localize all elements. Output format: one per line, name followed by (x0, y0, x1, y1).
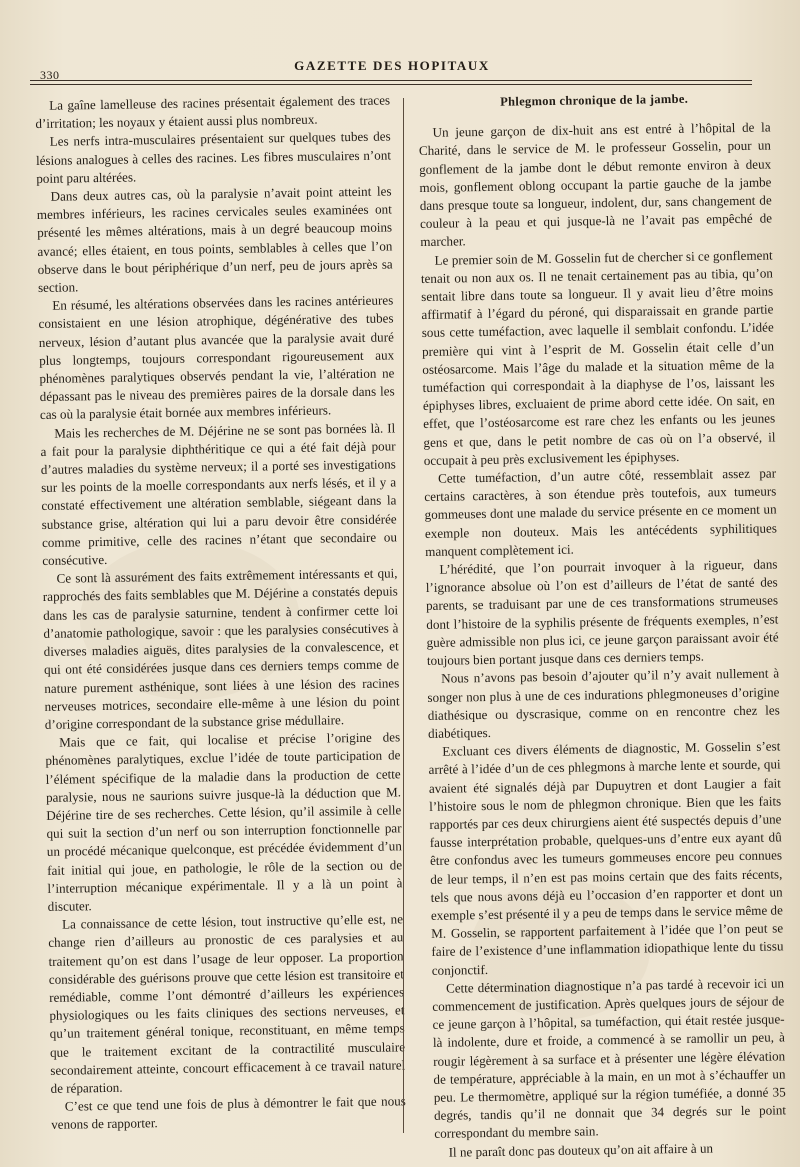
paragraph: Ce sont là assurément des faits extrêmement intéressants et qui, rapprochés des faits semblables que M. Déjérine a constatés depuis dans les cas de paralysie saturnine, tendent à confirmer cette loi d’anatomie pathologique, savoir : que les paralysies consécutives à diverses maladies aiguës, dites paralysies de la convalescence, et qui ont été considérées jusque dans ces derniers temps comme de nature purement asthénique, sont liées à une lésion des racines nerveuses motrices, secondaire elle-même à une lésion du point d’origine correspondant de la substance grise médullaire. (42, 565, 400, 732)
paragraph: Excluant ces divers éléments de diagnostic, M. Gosselin s’est arrêté à l’idée d’un de ces phlegmons à marche lente et sourde, qui avaient été signalés déjà par Dupuytren et dont Laugier a fait l’histoire sous le nom de phlegmon chronique. Bien que les faits rapportés par ces deux chirurgiens aient été suspectés depuis d’une fausse interprétation probable, quelques-uns d’entre eux ayant dû être confondus avec les tumeurs gommeuses encore peu connues de leur temps, il n’en est pas moins certain que des faits récents, tels que nous avons déjà eu l’occasion d’en rapporter et dont un exemple s’est présenté il y a peu de temps dans le service même de M. Gosselin, se rapportent parfaitement à l’idée que l’on peut se faire de l’existence d’une inflammation idiopathique lente du tissu conjonctif. (428, 738, 784, 978)
paragraph: En résumé, les altérations observées dans les racines antérieures consistaient en une lésion atrophique, dégénérative des tubes nerveux, lésion d’autant plus avancée que la paralysie avait duré plus longtemps, toujours correspondant rigoureusement aux phénomènes paralytiques observés pendant la vie, l’altération ne dépassant pas le niveau des premières paires de la dorsale dans les cas où la paralysie était bornée aux membres inférieurs. (38, 292, 395, 423)
paragraph: Cette détermination diagnostique n’a pas tardé à recevoir ici un commencement de justification. Après quelques jours de séjour de ce jeune garçon à l’hôpital, sa tuméfaction, qui était restée jusque-là indolente, dure et froide, a commencé à se ramollir un peu, à rougir légèrement à sa surface et à présenter une légère élévation de température, appréciable à la main, en un mot à s’échauffer un peu. Le thermomètre, appliqué sur la région tuméfiée, a donné 35 degrés, tandis qu’il ne donnait que 34 degrés sur le point correspondant du membre sain. (432, 975, 787, 1142)
left-column (35, 91, 406, 1134)
page-header (32, 58, 752, 80)
paragraph: Dans deux autres cas, où la paralysie n’avait point atteint les membres inférieurs, les racines cervicales seules examinées ont présenté les mêmes altérations, mais à un degré beaucoup moins avancé; elles étaient, en tous points, semblables à celles que l’on observe dans le bout périphérique d’un nerf, peu de jours après sa section. (36, 183, 393, 296)
header-rule-thin (30, 84, 752, 85)
paragraph: La connaissance de cette lésion, tout instructive qu’elle est, ne change rien d’ailleurs au pronostic de ces paralysies et au traitement qu’on est dans l’usage de leur opposer. La proportion considérable des guérisons prouve que cette lésion est transitoire et remédiable, comme l’ont démontré d’ailleurs les expériences physiologiques ou les faits cliniques des sections nerveuses, et qu’un traitement général tonique, reconstituant, en même temps que le traitement excitant de la contractilité musculaire secondairement atteinte, concourt efficacement à ce travail naturel de réparation. (48, 911, 406, 1096)
paragraph: Il ne paraît donc pas douteux qu’on ait affaire à un (448, 1140, 714, 1160)
paragraph: Les nerfs intra-musculaires présentaient sur quelques tubes des lésions analogues à celles des racines. Les fibres musculaires n’ont point paru altérées. (35, 128, 392, 186)
paragraph: Le premier soin de M. Gosselin fut de chercher si ce gonflement tenait ou non aux os. Il ne tenait certainement pas au tibia, qu’on sentait libre dans toute sa longueur. Il y avait lieu d’être moins affirmatif à l’égard du péroné, qui disparaissait en grande partie sous cette tuméfaction, avec laquelle il semblait confondu. L’idée première qui vint à l’esprit de M. Gosselin était celle d’un ostéosarcome. Mais l’âge du malade et la situation même de la tuméfaction qui correspondait à la diaphyse de l’os, laissant les épiphyses libres, excluaient de prime abord cette idée. On sait, en effet, que l’ostéosarcome est rare chez les enfants ou les jeunes gens et que, dans le petit nombre de cas où on l’a observé, il occupait à peu près exclusivement les épiphyses. (420, 247, 776, 468)
paragraph: La gaîne lamelleuse des racines présentait également des traces d’irritation; les noyaux y étaient aussi plus nombreux. (35, 92, 391, 132)
right-column (418, 88, 787, 1161)
paragraph: Mais que ce fait, qui localise et précise l’origine des phénomènes paralytiques, exclue l’idée de toute participation de l’élément spécifique de la maladie dans la production de cette paralysie, nous ne saurions suivre jusque-là la déduction que M. Déjérine tire de ses recherches. Cette lésion, qu’il assimile à celle qui suit la section d’un nerf ou son interruption fonctionnelle par un procédé mécanique quelconque, est précédée évidemment d’un fait initial qui joue, en pathologie, le rôle de la section ou de l’interruption mécanique expérimentale. Il y a là un point à discuter. (45, 729, 403, 914)
journal-title: GAZETTE DES HOPITAUX (294, 58, 490, 73)
section-heading: Phlegmon chronique de la jambe. (500, 91, 689, 109)
header-rule (30, 80, 752, 81)
paragraph: Cette tuméfaction, d’un autre côté, ressemblait assez par certains caractères, à son étendue près toutefois, aux tumeurs gommeuses dont une malade du service présente en ce moment un exemple non douteux. Mais les antécédents syphilitiques manquent complètement ici. (424, 465, 777, 559)
paragraph: C’est ce que tend une fois de plus à démontrer le fait que nous venons de rapporter. (51, 1093, 406, 1133)
paragraph: Nous n’avons pas besoin d’ajouter qu’il n’y avait nullement à songer non plus à une de ces indurations phlegmoneuses d’origine diathésique ou dyscrasique, comme on en rencontre chez les diabétiques. (427, 665, 780, 741)
paragraph: L’hérédité, que l’on pourrait invoquer à la rigueur, dans l’ignorance absolue où l’on est d’ailleurs de l’état de santé des parents, se traduisant par une de ces transformations strumeuses dont l’histoire de la syphilis présente de fréquents exemples, n’est guère admissible non plus ici, ce jeune garçon paraissant avoir été toujours bien portant jusque dans ces derniers temps. (425, 556, 779, 669)
column-divider (403, 98, 404, 1133)
paragraph: Mais les recherches de M. Déjérine ne se sont pas bornées là. Il a fait pour la paralysie diphthéritique ce qui a été fait déjà pour d’autres maladies du système nerveux; il a porté ses investigations sur les points de la moelle correspondants aux nerfs lésés, et il y a constaté effectivement une altération semblable, siégeant dans la substance grise, altération qui lui a paru devoir être considérée comme primitive, celle des racines n’étant que secondaire ou consécutive. (40, 420, 398, 569)
paragraph: Un jeune garçon de dix-huit ans est entré à l’hôpital de la Charité, dans le service de M. le professeur Gosselin, pour un gonflement de la jambe dont le début remonte environ à deux mois, gonflement oblong occupant la partie gauche de la jambe dans presque toute sa longueur, indolent, dur, sans changement de couleur à la peau et qui jusque-là ne l’avait pas empêché de marcher. (418, 119, 773, 250)
page-number: 330 (40, 68, 60, 82)
